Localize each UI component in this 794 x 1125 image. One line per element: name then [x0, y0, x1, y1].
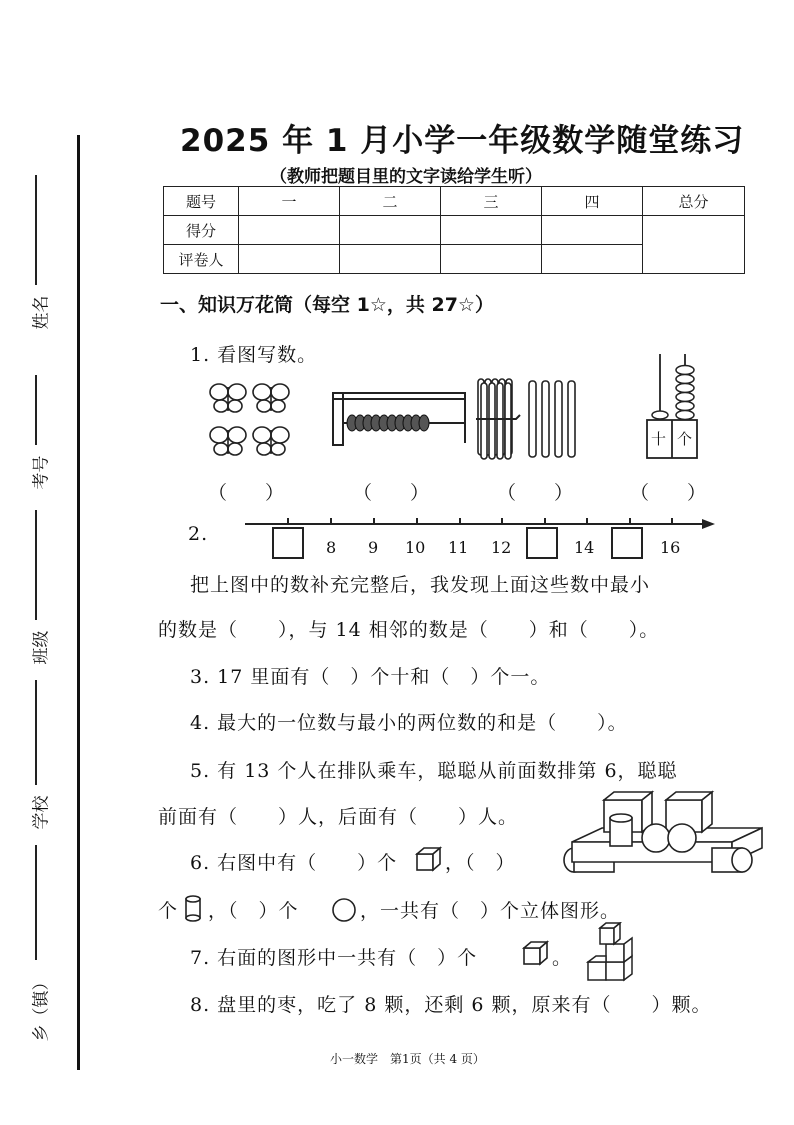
tick-label: 12	[491, 538, 512, 557]
class-field[interactable]: 班级	[18, 510, 58, 670]
stacked-cubes-illustration	[586, 922, 646, 984]
answer-blank[interactable]: （ ）	[208, 482, 285, 504]
grader-cell[interactable]	[239, 245, 340, 274]
tick-label: 9	[368, 538, 379, 557]
abacus-ones-label: 个	[677, 430, 693, 448]
grader-cell[interactable]	[441, 245, 542, 274]
question-6-line-1a: 6. 右图中有（ ）个	[190, 852, 398, 874]
question-2-line-1: 把上图中的数补充完整后，我发现上面这些数中最小	[190, 574, 651, 596]
answer-blank[interactable]: （ ）	[630, 482, 707, 504]
number-line-blank[interactable]	[526, 527, 558, 559]
tick-label: 14	[574, 538, 595, 557]
grader-cell[interactable]	[340, 245, 441, 274]
name-field[interactable]: 姓名	[18, 175, 58, 335]
score-table-header-row: 题号 一 二 三 四 总分	[164, 187, 745, 216]
page-title: 2025 年 1 月小学一年级数学随堂练习	[180, 123, 745, 159]
question-4: 4. 最大的一位数与最小的两位数的和是（ ）。	[190, 712, 628, 734]
tick-label: 16	[660, 538, 681, 557]
score-cell[interactable]	[340, 216, 441, 245]
sticks-illustration	[472, 375, 587, 460]
abacus-tens-label: 十	[651, 430, 667, 448]
question-5-line-1: 5. 有 13 个人在排队乘车，聪聪从前面数排第 6，聪聪	[190, 760, 678, 782]
number-line-blank[interactable]	[611, 527, 643, 559]
total-score-cell[interactable]	[643, 216, 745, 274]
answer-blank[interactable]: （ ）	[497, 482, 574, 504]
bead-rack-illustration	[330, 388, 470, 448]
tick-label: 10	[405, 538, 426, 557]
butterflies-illustration	[205, 378, 295, 468]
score-cell[interactable]	[542, 216, 643, 245]
cylinder-icon	[184, 894, 204, 922]
score-table	[163, 186, 745, 274]
tick-label: 8	[326, 538, 337, 557]
question-6-line-2c: ，一共有（ ）个立体图形。	[360, 900, 621, 922]
question-3: 3. 17 里面有（ ）个十和（ ）个一。	[190, 666, 551, 688]
question-8: 8. 盘里的枣，吃了 8 颗，还剩 6 颗，原来有（ ）颗。	[190, 994, 712, 1016]
binding-line	[77, 135, 80, 1070]
school-field[interactable]: 学校	[18, 680, 58, 840]
question-6-line-2a: 个	[158, 900, 179, 922]
solid-shapes-illustration	[562, 790, 772, 880]
exam-number-field[interactable]: 考号	[18, 375, 58, 505]
grader-cell[interactable]	[542, 245, 643, 274]
question-6-line-2b: ，（ ）个	[208, 900, 299, 922]
question-7-end: 。	[552, 947, 573, 969]
score-row: 得分	[164, 216, 745, 245]
question-5-line-2: 前面有（ ）人，后面有（ ）人。	[158, 806, 519, 828]
cube-icon	[522, 940, 550, 966]
number-line	[240, 514, 720, 534]
grader-row: 评卷人	[164, 245, 745, 274]
question-1: 1. 看图写数。	[190, 344, 318, 366]
sphere-icon	[330, 896, 358, 924]
question-2-line-2: 的数是（ ），与 14 相邻的数是（ ）和（ ）。	[158, 619, 660, 641]
cube-icon	[415, 846, 443, 872]
township-field[interactable]: 乡（镇）	[18, 845, 58, 1045]
number-line-blank[interactable]	[272, 527, 304, 559]
answer-blank[interactable]: （ ）	[353, 482, 430, 504]
score-cell[interactable]	[441, 216, 542, 245]
question-2-number: 2.	[188, 523, 209, 545]
score-cell[interactable]	[239, 216, 340, 245]
question-6-line-1b: ，（ ）	[445, 852, 516, 874]
page-footer: 小一数学 第1页（共 4 页）	[330, 1052, 485, 1066]
question-7: 7. 右面的图形中一共有（ ）个	[190, 947, 478, 969]
tick-label: 11	[448, 538, 469, 557]
section-heading: 一、知识万花筒（每空 1☆，共 27☆）	[160, 294, 494, 316]
page-subtitle: （教师把题目里的文字读给学生听）	[270, 167, 542, 187]
